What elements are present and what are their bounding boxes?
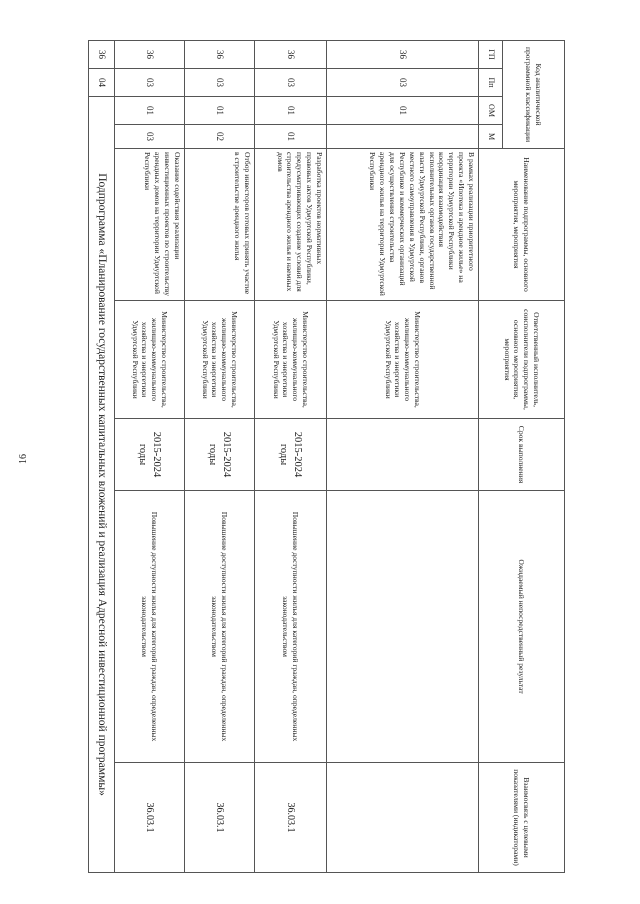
cell-term: 2015-2024 годы bbox=[185, 419, 255, 491]
cell-gp: 36 bbox=[115, 41, 185, 69]
cell-pp: 03 bbox=[115, 69, 185, 97]
header-m: М bbox=[479, 125, 503, 149]
cell-om: 01 bbox=[185, 97, 255, 125]
page-number: 16 bbox=[18, 454, 29, 464]
cell-m bbox=[327, 125, 479, 149]
cell-pp: 03 bbox=[327, 69, 479, 97]
cell-pp: 03 bbox=[255, 69, 327, 97]
cell-link: 36.03.1 bbox=[115, 763, 185, 873]
cell-pp: 03 bbox=[185, 69, 255, 97]
cell-name: Оказание содействия реализации инвестиционных проектов по строительству арендных домов на территории Удмуртской Республики bbox=[115, 149, 185, 301]
header-link: Взаимосвязь с целевыми показателями (индикаторами) bbox=[479, 763, 565, 873]
cell-om: 01 bbox=[115, 97, 185, 125]
cell-gp: 36 bbox=[255, 41, 327, 69]
cell-om: 01 bbox=[327, 97, 479, 125]
cell-pp: 04 bbox=[89, 69, 115, 97]
cell-m: 01 bbox=[255, 125, 327, 149]
cell-name: В рамках реализации приоритетного проекта «Ипотека и арендное жилье» на территории Удмуртской Республики координация взаимодействия исполнительных органов государственной власти Удмуртской Республики, органов местного самоуправления в Удмуртской Республике и коммерческих организаций для осуществления строительства арендного жилья на территории Удмуртской Республики bbox=[327, 149, 479, 301]
table-row bbox=[255, 41, 327, 873]
table-row bbox=[115, 41, 185, 873]
cell-executor: Министерство строительства, жилищно-коммунального хозяйства и энергетики Удмуртской Республики bbox=[115, 301, 185, 419]
cell-executor: Министерство строительства, жилищно-коммунального хозяйства и энергетики Удмуртской Республики bbox=[255, 301, 327, 419]
header-term: Срок выполнения bbox=[479, 419, 565, 491]
header-executor: Ответственный исполнитель, соисполнители подпрограммы, основного мероприятия, мероприятия bbox=[479, 301, 565, 419]
cell-name: Отбор инвесторов готовых принять участие в строительстве арендного жилья bbox=[185, 149, 255, 301]
cell-gp: 36 bbox=[89, 41, 115, 69]
cell-link bbox=[327, 763, 479, 873]
cell-link: 36.03.1 bbox=[255, 763, 327, 873]
subprogram-title: Подпрограмма «Планирование государственных капитальных вложений и реализация Адресной инвестиционной программы» bbox=[89, 97, 115, 873]
header-result: Ожидаемый непосредственный результат bbox=[479, 491, 565, 763]
header-name: Наименование подпрограммы, основного мероприятия, мероприятия bbox=[479, 149, 565, 301]
header-pp: Пп bbox=[479, 69, 503, 97]
header-code-group: Код аналитической программной классификации bbox=[503, 41, 565, 149]
cell-term bbox=[327, 419, 479, 491]
header-gp: ГП bbox=[479, 41, 503, 69]
cell-term: 2015-2024 годы bbox=[255, 419, 327, 491]
subprogram-row bbox=[89, 41, 115, 873]
cell-om: 01 bbox=[255, 97, 327, 125]
rotated-table-wrapper bbox=[89, 40, 565, 872]
cell-result: Повышение доступности жилья для категорий граждан, определенных законодательством bbox=[115, 491, 185, 763]
cell-m: 02 bbox=[185, 125, 255, 149]
cell-name: Разработка проектов нормативных правовых актов Удмуртской Республики, предусматривающих создание условий для строительства арендного жилья и наемных домов bbox=[255, 149, 327, 301]
cell-gp: 36 bbox=[327, 41, 479, 69]
cell-result: Повышение доступности жилья для категорий граждан, определенных законодательством bbox=[185, 491, 255, 763]
header-row bbox=[503, 41, 565, 873]
program-table bbox=[88, 40, 565, 873]
table-row bbox=[327, 41, 479, 873]
cell-executor: Министерство строительства, жилищно-коммунального хозяйства и энергетики Удмуртской Республики bbox=[327, 301, 479, 419]
cell-result bbox=[327, 491, 479, 763]
table-row bbox=[185, 41, 255, 873]
cell-result: Повышение доступности жилья для категорий граждан, определенных законодательством bbox=[255, 491, 327, 763]
cell-gp: 36 bbox=[185, 41, 255, 69]
header-om: ОМ bbox=[479, 97, 503, 125]
cell-m: 03 bbox=[115, 125, 185, 149]
cell-term: 2015-2024 годы bbox=[115, 419, 185, 491]
cell-link: 36.03.1 bbox=[185, 763, 255, 873]
cell-executor: Министерство строительства, жилищно-коммунального хозяйства и энергетики Удмуртской Республики bbox=[185, 301, 255, 419]
